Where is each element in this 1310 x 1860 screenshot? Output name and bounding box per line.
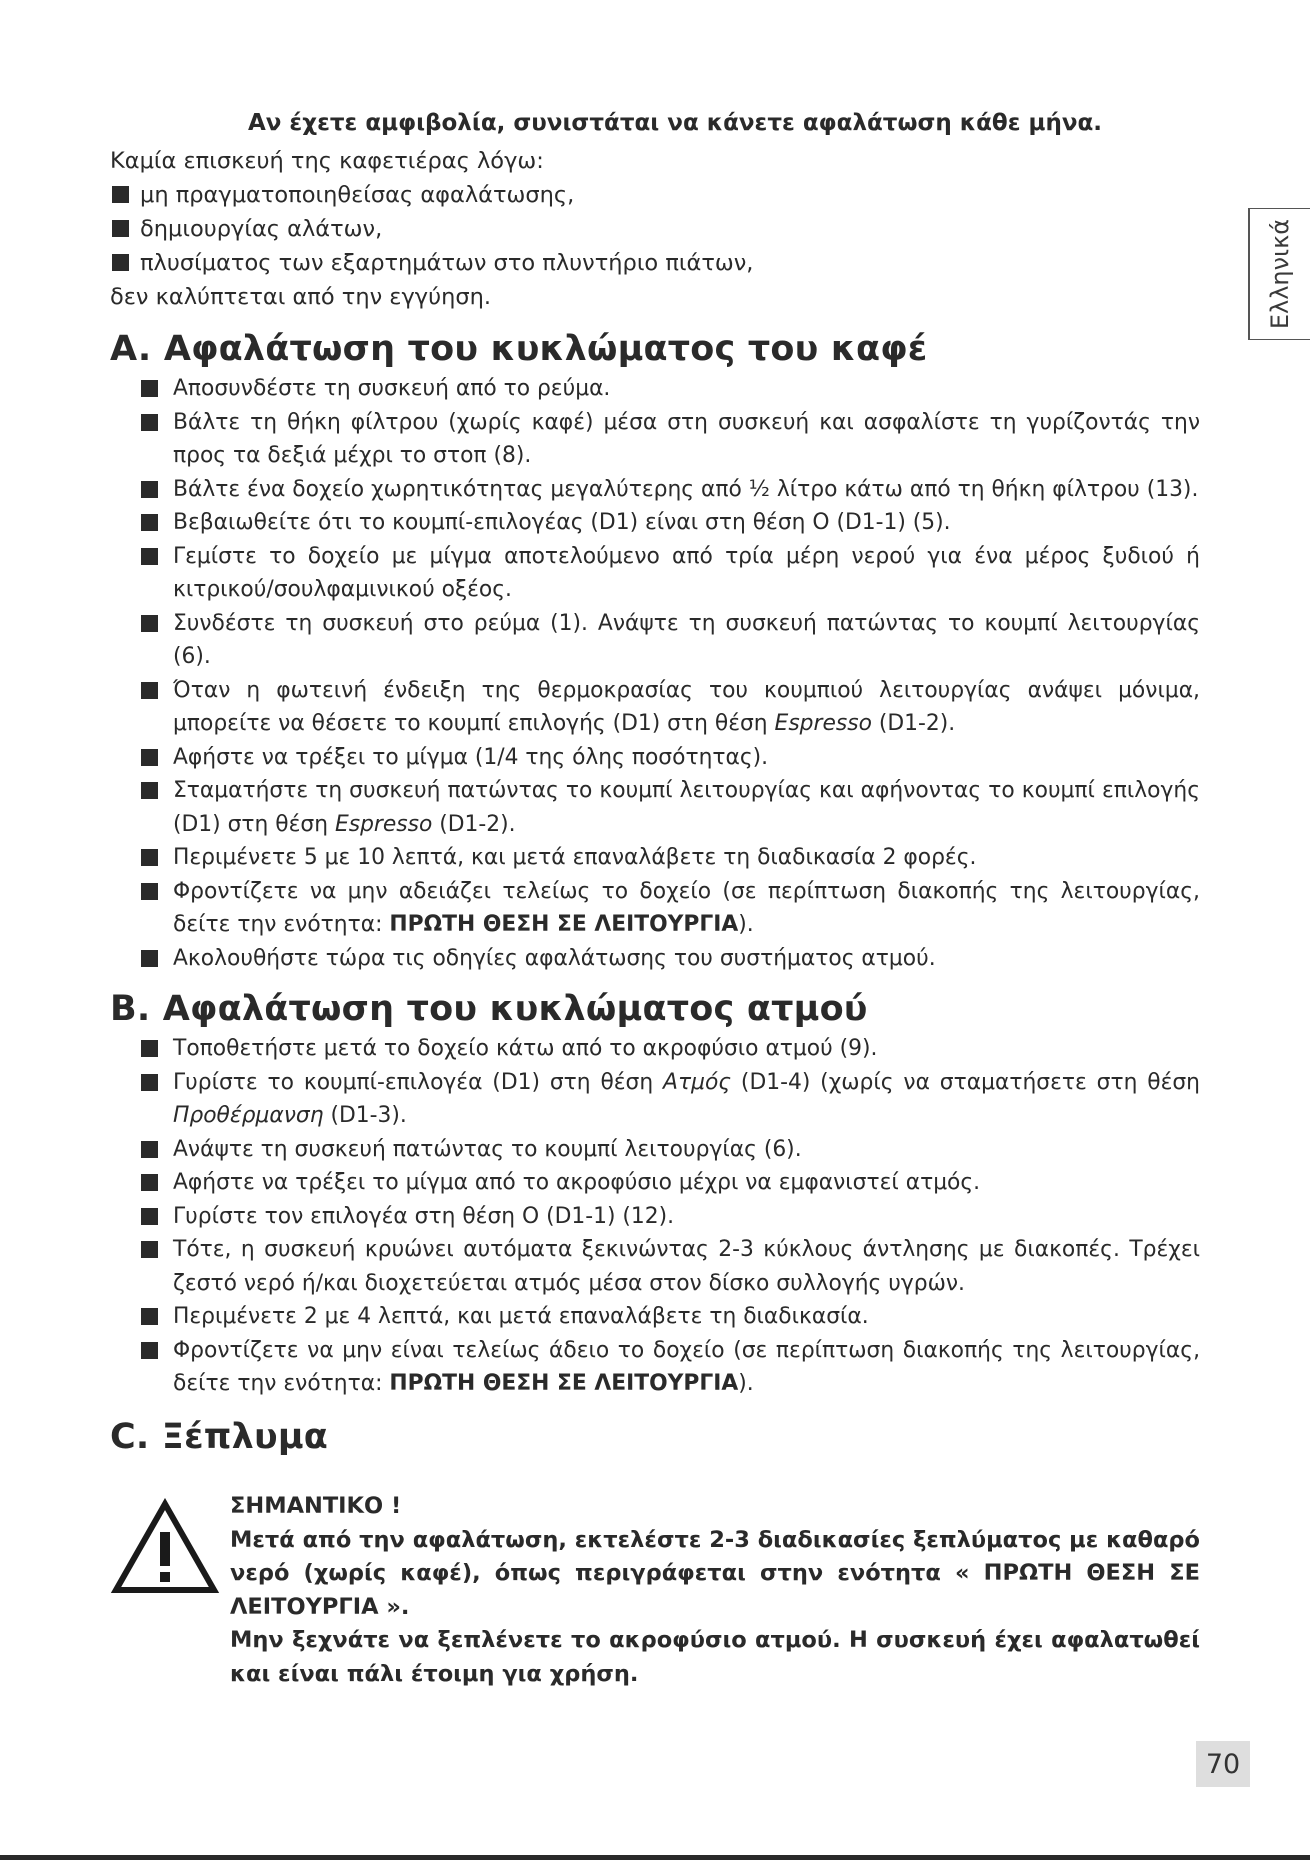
warranty-lead: Καμία επισκευή της καφετιέρας λόγω: [110, 148, 544, 174]
step-item [173, 1032, 1200, 1066]
warranty-bullet [110, 178, 1200, 212]
bullet-square-icon [141, 682, 158, 699]
bullet-text: πλυσίματος των εξαρτημάτων στο πλυντήριο πιάτων, [140, 250, 754, 276]
step-text: Espresso [334, 811, 433, 837]
step-text: Βάλτε τη θήκη φίλτρου (χωρίς καφέ) μέσα στη συσκευή και ασφαλίστε τη γυρίζοντάς την προς τα δεξιά μέχρι το στοπ (8). [173, 409, 1200, 468]
step-text: Βάλτε ένα δοχείο χωρητικότητας μεγαλύτερης από ½ λίτρο κάτω από τη θήκη φίλτρου (13). [173, 476, 1199, 502]
important-heading: ΣΗΜΑΝΤΙΚΟ ! [230, 1493, 402, 1519]
step-item [173, 1133, 1200, 1167]
step-item [173, 774, 1200, 841]
step-text: Συνδέστε τη συσκευή στο ρεύμα (1). Ανάψτε τη συσκευή πατώντας το κουμπί λειτουργίας (6). [173, 610, 1200, 669]
step-item [173, 372, 1200, 406]
bullet-square-icon [141, 481, 158, 498]
bullet-square-icon [141, 849, 158, 866]
step-text: Γυρίστε τον επιλογέα στη θέση O (D1-1) (12). [173, 1203, 675, 1229]
warranty-bullet [110, 212, 1200, 246]
bullet-square-icon [141, 782, 158, 799]
step-item [173, 1334, 1200, 1401]
bullet-square-icon [141, 1174, 158, 1191]
step-item [173, 1233, 1200, 1300]
section-a [110, 326, 1200, 975]
step-text: Σταματήστε τη συσκευή πατώντας το κουμπί λειτουργίας και αφήνοντας το κουμπί επιλογής (D1) στη θέση [173, 778, 1200, 837]
step-item [173, 540, 1200, 607]
bullet-square-icon [141, 1074, 158, 1091]
step-text: Ακολουθήστε τώρα τις οδηγίες αφαλάτωσης του συστήματος ατμού. [173, 945, 936, 971]
step-text: Αφήστε να τρέξει το μίγμα από το ακροφύσιο μέχρι να εμφανιστεί ατμός. [173, 1170, 981, 1195]
language-tab [1248, 208, 1310, 340]
bullet-square-icon [141, 414, 158, 431]
step-text: (D1-2). [871, 711, 956, 736]
step-item [173, 506, 1200, 540]
step-text: Espresso [774, 711, 872, 736]
step-text: (D1-2). [432, 811, 516, 837]
section-c-title: C. Ξέπλυμα [110, 1417, 329, 1457]
bullet-square-icon [141, 1308, 158, 1325]
step-text: Περιμένετε 5 με 10 λεπτά, και μετά επαναλάβετε τη διαδικασία 2 φορές. [173, 845, 977, 870]
step-text: Γεμίστε το δοχείο με μίγμα αποτελούμενο από τρία μέρη νερού για ένα μέρος ξυδιού ή κιτρικού/σουλφαμινικού οξέος. [173, 543, 1200, 602]
step-text: Βεβαιωθείτε ότι το κουμπί-επιλογέας (D1) είναι στη θέση O (D1-1) (5). [173, 510, 951, 535]
step-text: Τότε, η συσκευή κρυώνει αυτόματα ξεκινώντας 2-3 κύκλους άντλησης με διακοπές. Τρέχει ζεστό νερό ή/και διοχετεύεται ατμός μέσα στον δίσκο συλλογής υγρών. [173, 1237, 1200, 1296]
warranty-note [110, 144, 1200, 314]
step-item [173, 942, 1200, 976]
bullet-square-icon [141, 514, 158, 531]
bullet-square-icon [141, 1342, 158, 1359]
bullet-square-icon [112, 254, 129, 271]
step-text: Όταν η φωτεινή ένδειξη της θερμοκρασίας του κουμπιού λειτουργίας ανάψει μόνιμα, μπορείτε να θέσετε το κουμπί επιλογής (D1) στη θέση [173, 677, 1200, 736]
bullet-square-icon [141, 749, 158, 766]
step-item [173, 841, 1200, 875]
section-b-title: B. Αφαλάτωση του κυκλώματος ατμού [110, 989, 868, 1029]
section-a-steps [110, 372, 1200, 975]
step-text: Αποσυνδέστε τη συσκευή από το ρεύμα. [173, 376, 611, 401]
bullet-square-icon [141, 548, 158, 565]
step-text: (D1-3). [323, 1103, 407, 1128]
step-item [173, 1200, 1200, 1234]
bullet-square-icon [141, 1040, 158, 1057]
bullet-square-icon [141, 950, 158, 967]
bullet-square-icon [112, 186, 129, 203]
warning-triangle-icon [110, 1498, 220, 1598]
step-item [173, 607, 1200, 674]
step-text: Προθέρμανση [173, 1103, 324, 1128]
page-number: 70 [1196, 1741, 1250, 1787]
section-b-steps [110, 1032, 1200, 1401]
step-text: Φροντίζετε να μην είναι τελείως άδειο το δοχείο (σε περίπτωση διακοπής της λειτουργίας, δείτε την ενότητα: [173, 1337, 1200, 1396]
step-item [173, 406, 1200, 473]
important-rinse-instruction: Μετά από την αφαλάτωση, εκτελέστε 2-3 διαδικασίες ξεπλύματος με καθαρό νερό (χωρίς καφέ), όπως περιγράφεται στην ενότητα « ΠΡΩΤΗ ΘΕΣΗ ΣΕ ΛΕΙΤΟΥΡΓΙΑ ». [230, 1526, 1200, 1620]
step-item [173, 1066, 1200, 1133]
step-text: Περιμένετε 2 με 4 λεπτά, και μετά επαναλάβετε τη διαδικασία. [173, 1304, 869, 1329]
bullet-square-icon [141, 1241, 158, 1258]
step-item [173, 1166, 1200, 1200]
step-text: ). [738, 912, 754, 937]
step-text: (D1-4) (χωρίς να σταματήσετε στη θέση [731, 1069, 1200, 1095]
section-b [110, 986, 1200, 1401]
step-text: ). [738, 1371, 754, 1396]
monthly-descaling-advice: Αν έχετε αμφιβολία, συνιστάται να κάνετε αφαλάτωση κάθε μήνα. [247, 110, 1103, 136]
bullet-square-icon [112, 220, 129, 237]
important-nozzle-reminder: Μην ξεχνάτε να ξεπλένετε το ακροφύσιο ατμού. Η συσκευή έχει αφαλατωθεί και είναι πάλι έτοιμη για χρήση. [230, 1627, 1200, 1687]
bottom-divider [0, 1855, 1310, 1860]
step-item [173, 875, 1200, 942]
step-text: Τοποθετήστε μετά το δοχείο κάτω από το ακροφύσιο ατμού (9). [173, 1036, 878, 1061]
step-text: ΠΡΩΤΗ ΘΕΣΗ ΣΕ ΛΕΙΤΟΥΡΓΙΑ [389, 1371, 739, 1396]
bullet-square-icon [141, 883, 158, 900]
warranty-tail: δεν καλύπτεται από την εγγύηση. [110, 284, 492, 310]
bullet-square-icon [141, 1141, 158, 1158]
bullet-text: δημιουργίας αλάτων, [140, 216, 383, 242]
bullet-square-icon [141, 615, 158, 632]
section-c [110, 1414, 1200, 1460]
step-item [173, 1300, 1200, 1334]
step-text: Γυρίστε το κουμπί-επιλογέα (D1) στη θέση [173, 1069, 664, 1095]
step-text: Φροντίζετε να μην αδειάζει τελείως το δοχείο (σε περίπτωση διακοπής της λειτουργίας, δείτε την ενότητα: [173, 878, 1200, 937]
step-text: Ανάψτε τη συσκευή πατώντας το κουμπί λειτουργίας (6). [173, 1136, 802, 1162]
step-item [173, 473, 1200, 507]
step-text: ΠΡΩΤΗ ΘΕΣΗ ΣΕ ΛΕΙΤΟΥΡΓΙΑ [389, 912, 739, 937]
bullet-square-icon [141, 380, 158, 397]
language-tab-label: Ελληνικά [1266, 218, 1294, 330]
section-a-title: A. Αφαλάτωση του κυκλώματος του καφέ [110, 329, 928, 369]
important-text [230, 1490, 1200, 1691]
step-item [173, 674, 1200, 741]
step-item [173, 741, 1200, 775]
bullet-square-icon [141, 1208, 158, 1225]
warranty-bullet-list [110, 178, 1200, 280]
warranty-bullet [110, 246, 1200, 280]
bullet-text: μη πραγματοποιηθείσας αφαλάτωσης, [140, 182, 575, 208]
step-text: Ατμός [663, 1069, 732, 1095]
step-text: Αφήστε να τρέξει το μίγμα (1/4 της όλης ποσότητας). [173, 744, 769, 770]
